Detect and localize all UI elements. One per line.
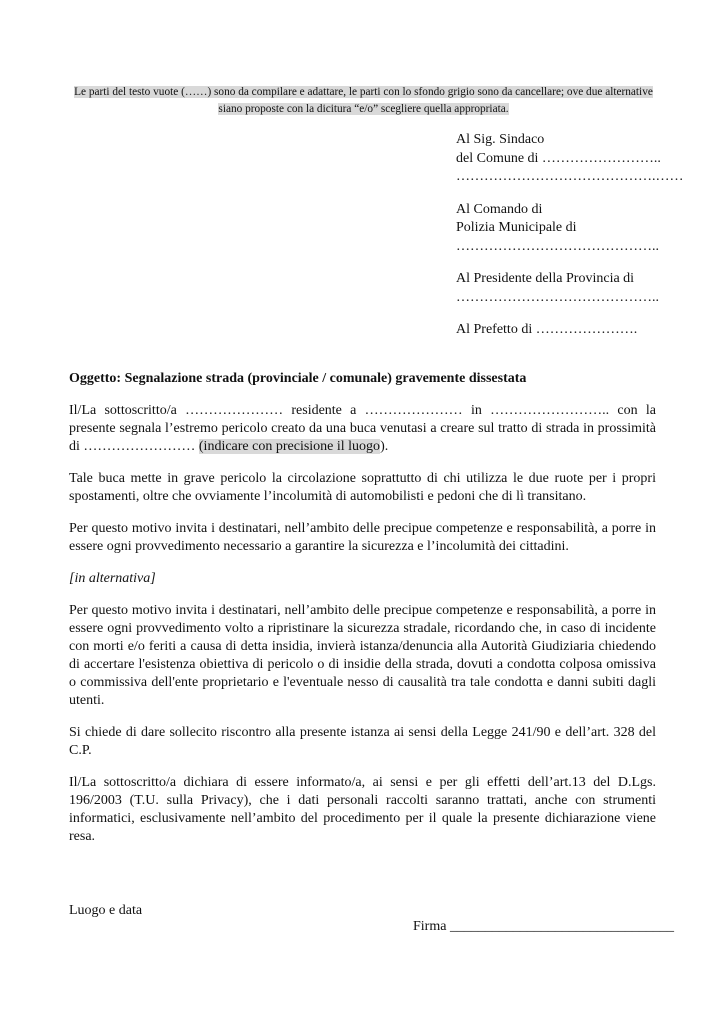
location-highlight: (indicare con precisione il luogo [198,439,381,454]
paragraph-report-text: Il/La sottoscritto/a ………………… residente a ………………… in …………………….. con la presente segnala l’estremo pericolo creato da una buca venutasi a creare sul tratto di strada in prossimità di …………………… [69,403,656,454]
paragraph-request: Per questo motivo invita i destinatari, nell’ambito delle precipue competenze e responsabilità, a porre in essere ogni provvedimento necessario a garantire la sicurezza e l’incolumità dei cittadini. [69,521,656,554]
addressee-sindaco [456,131,706,187]
alternative-label: [in alternativa] [69,571,156,586]
addressee-line: …………………………………….. [456,238,659,254]
paragraph-danger: Tale buca mette in grave pericolo la circolazione soprattutto di chi utilizza le due ruote per i propri spostamenti, oltre che ovviamente l’incolumità di automobilisti e pedoni che di lì transitano. [69,471,656,504]
place-date-label: Luogo e data [69,903,143,918]
addressee-line: Al Prefetto di …………………. [456,322,638,337]
addressee-provincia [456,270,706,307]
instructions-text: Le parti del testo vuote (……) sono da compilare e adattare, le parti con lo sfondo grigio sono da cancellare; ove due alternative siano proposte con la dicitura “e/o” scegliere quella appropriata. [74,86,653,115]
addressee-line: …………………………………….. [456,289,659,305]
addressee-line: Al Sig. Sindaco [456,132,545,147]
addressee-line: …………………………………….…… [456,169,684,184]
addressee-line: del Comune di …………………….. [456,150,661,166]
subject-line: Oggetto: Segnalazione strada (provinciale / comunale) gravemente dissestata [69,371,527,386]
letter-body [69,370,656,860]
paragraph-report-end: ). [380,439,389,454]
addressee-line: Al Comando di [456,201,543,217]
paragraph-report [69,402,656,456]
addressee-line: Al Presidente della Provincia di [456,271,635,286]
addressee-polizia [456,201,706,257]
instructions-note [72,84,655,118]
addressees-block [456,131,706,354]
paragraph-legal: Si chiede di dare sollecito riscontro alla presente istanza ai sensi della Legge 241/90 e dell’art. 328 del C.P. [69,725,656,758]
paragraph-privacy: Il/La sottoscritto/a dichiara di essere informato/a, ai sensi e per gli effetti dell’art.13 del D.Lgs. 196/2003 (T.U. sulla Privacy), che i dati personali raccolti saranno trattati, anche con strumenti informatici, esclusivamente nell’ambito del procedimento per il quale la presente dichiarazione viene resa. [69,775,656,844]
paragraph-request-alternative: Per questo motivo invita i destinatari, nell’ambito delle precipue competenze e responsabilità, a porre in essere ogni provvedimento volto a ripristinare la sicurezza stradale, ricordando che, in caso di incidente con morti e/o feriti a causa di detta insidia, invierà istanza/denuncia alla Autorità Giudiziaria chiedendo di accertare l'esistenza obiettiva di pericolo o di insidie della strada, dovuti a condotta colposa omissiva o commissiva dell'ente proprietario e l'eventuale nesso di causalità tra tale condotta e danni subiti dagli utenti. [69,603,656,708]
addressee-prefetto [456,321,706,340]
signature-line: Firma ________________________________ [413,919,674,934]
addressee-line: Polizia Municipale di [456,220,577,235]
